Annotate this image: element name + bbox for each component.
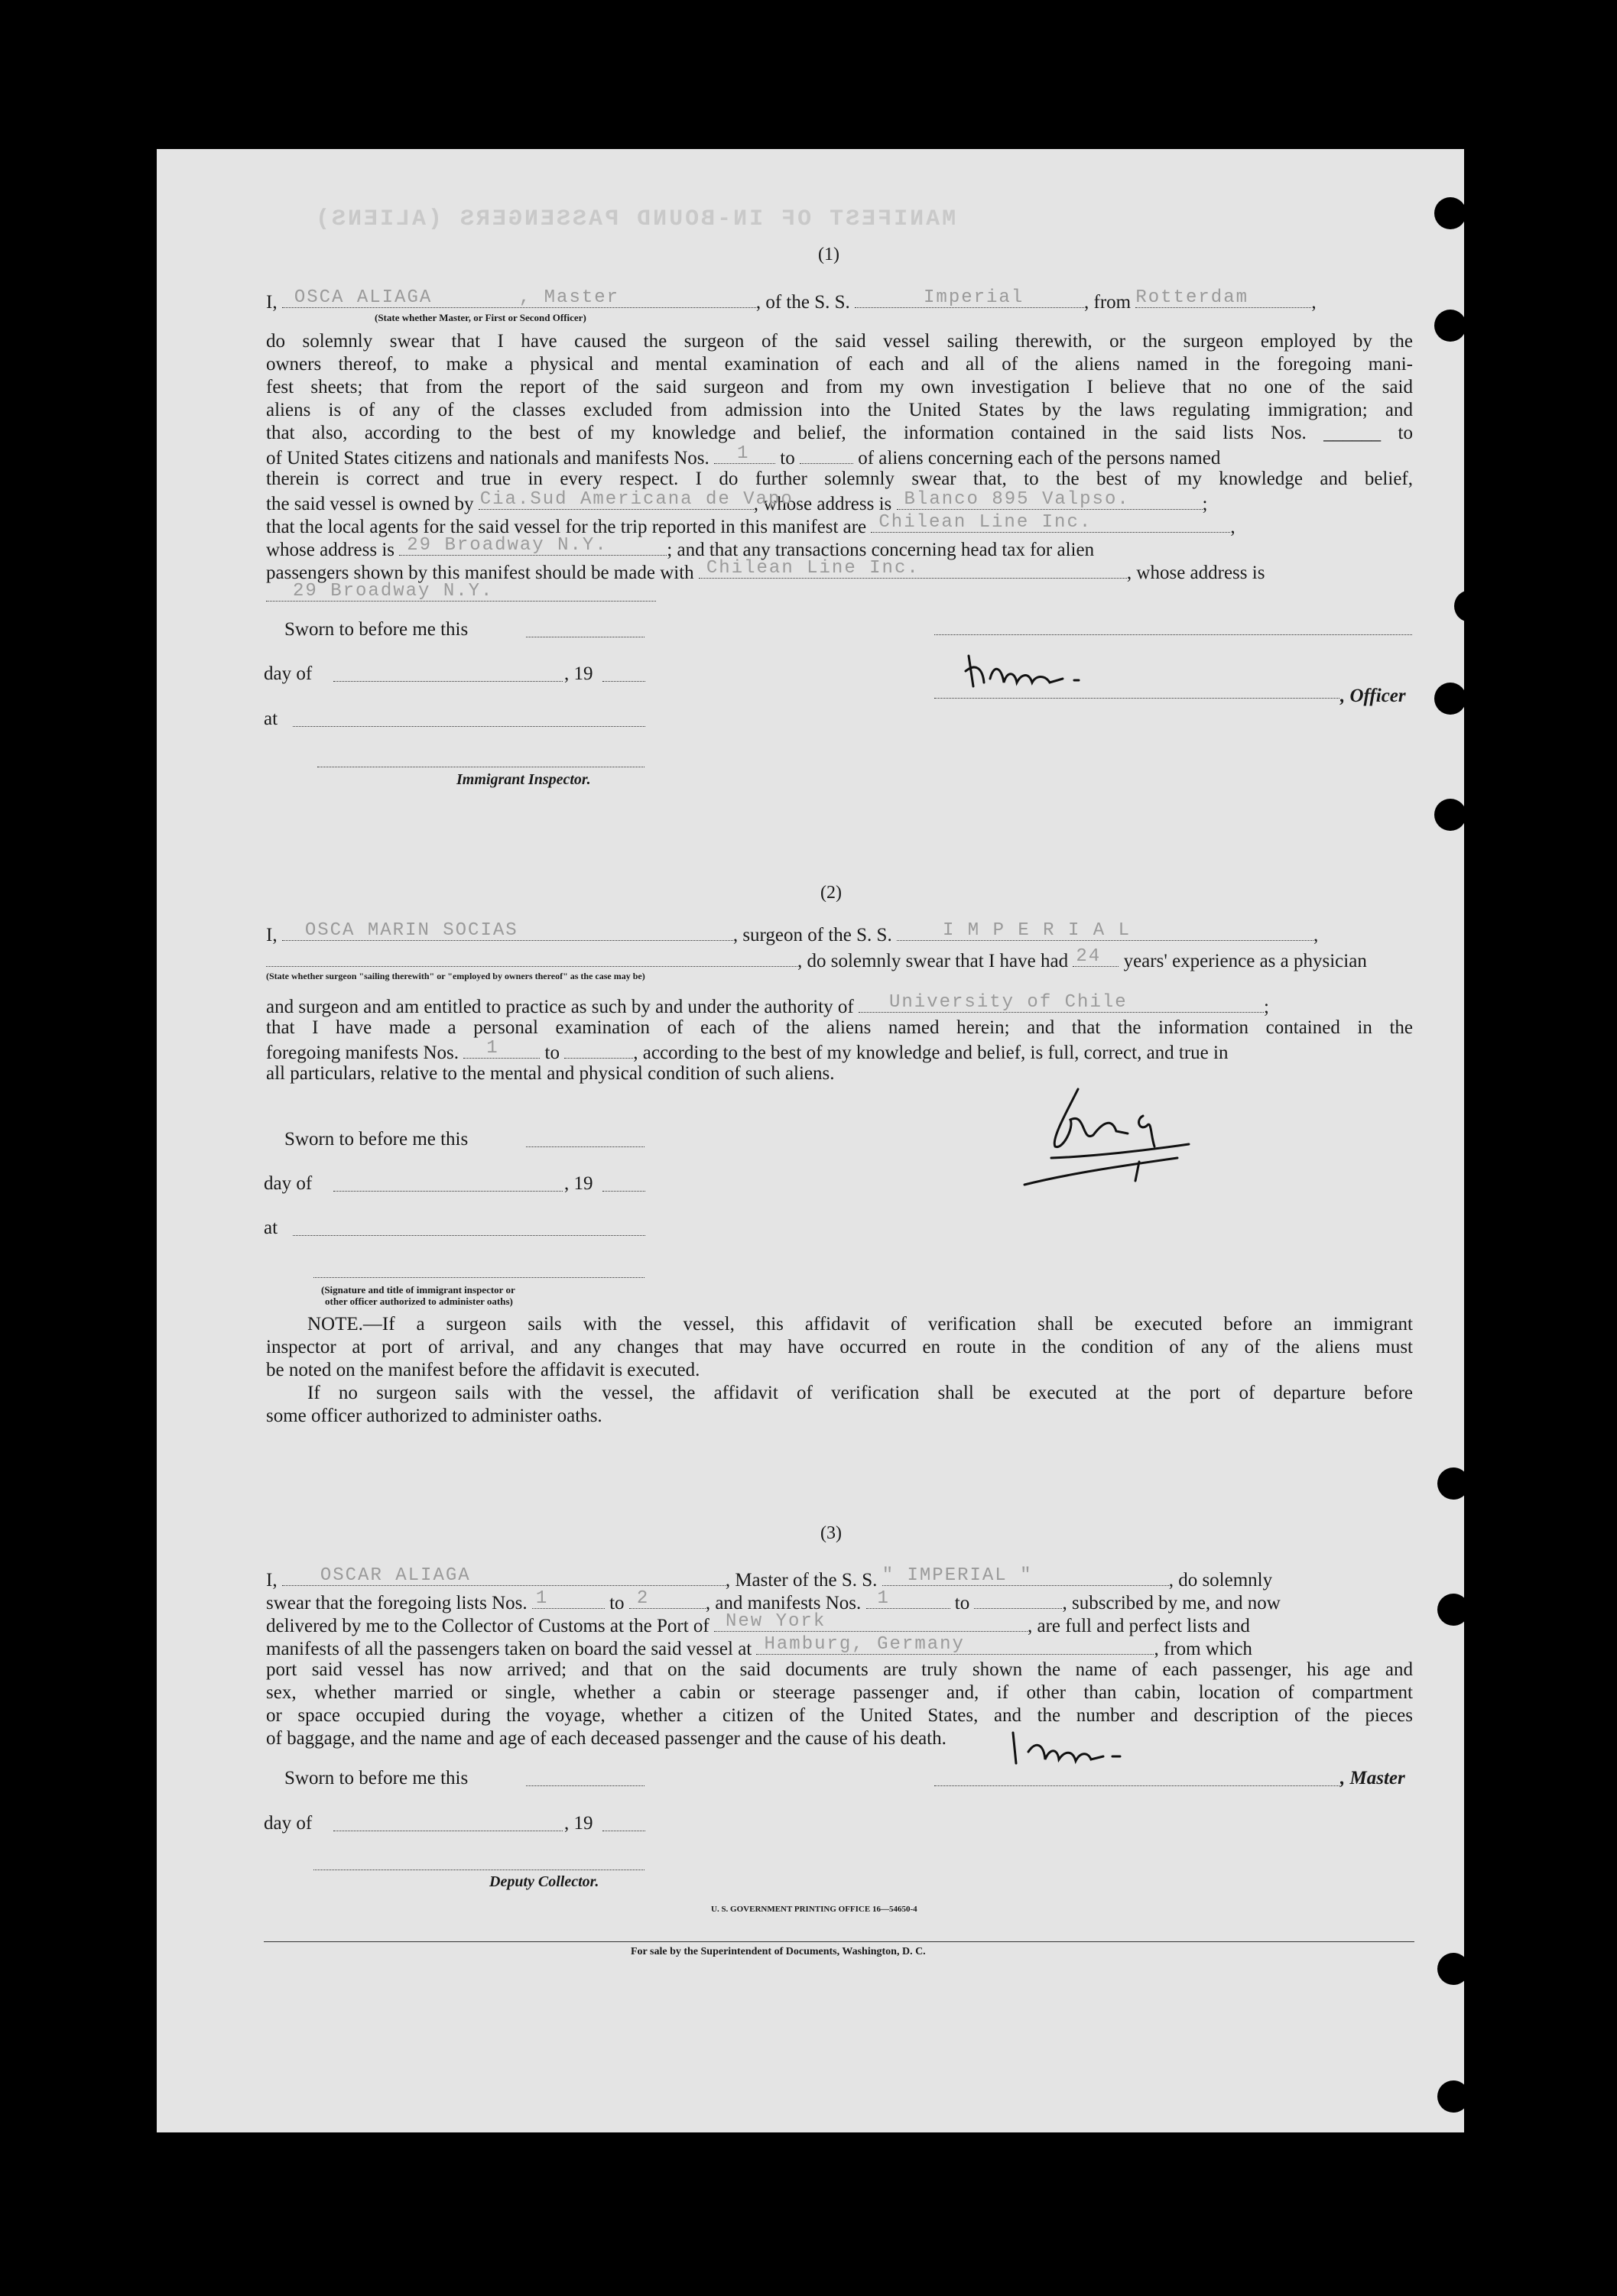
note-line: inspector at port of arrival, and any changes that may have occurred en route in the condition of any of the aliens must [266, 1337, 1413, 1357]
officer-label: , Officer [1340, 686, 1406, 706]
punch-hole [1434, 197, 1466, 229]
section-1-line-1: I, OSCA ALIAGA , Master , of the S. S. Imperial , from Rotterdam , [266, 287, 1317, 313]
body-text: manifests of all the passengers taken on board the said vessel at [266, 1639, 752, 1659]
surgeon-manifest-from-field [463, 1039, 540, 1059]
body-line: fest sheets; that from the report of the said surgeon and from my own investigation I believe that no one of the said [266, 377, 1413, 397]
owner-address-value: Blanco 895 Valpso. [904, 489, 1130, 510]
agents-address-field [399, 537, 667, 556]
punch-hole [1434, 799, 1466, 831]
punch-hole [1437, 2080, 1469, 2113]
master-3-ship-value: " IMPERIAL " [882, 1565, 1033, 1586]
owner-field [479, 489, 794, 510]
body-text: that the local agents for the said vessel for the trip reported in this manifest are [266, 517, 867, 537]
body-text: , whose address is [753, 494, 892, 514]
inspector-label: Immigrant Inspector. [456, 771, 591, 788]
manifest-from-field [714, 445, 775, 464]
body-text: to [954, 1593, 970, 1613]
surgeon-ship-field [897, 922, 1313, 941]
note-text: NOTE.—If a surgeon sails with the vessel, this affidavit of verification shall be executed before an immigrant [307, 1314, 1413, 1334]
agents-value: Chilean Line Inc. [878, 512, 1093, 533]
pronoun-label: I, [266, 925, 278, 945]
section-2-number: (2) [820, 883, 842, 903]
note-line [266, 1313, 1413, 1336]
punch-hole [1434, 310, 1466, 342]
section-2-body: and surgeon and am entitled to practice as such by and under the authority of University of Chile ; that I have made a personal examination of each of the aliens named herein; and that the information contained in the foregoing manifests Nos. 1 to , according to the best of my knowledge and belief, is full, correct, and true in all particulars, relative to the mental and physical condition of such aliens. [266, 992, 1413, 1084]
body-text: to [544, 1043, 560, 1063]
note-line [266, 1382, 1413, 1405]
surgeon-signature [994, 1074, 1284, 1204]
year-line [602, 1191, 645, 1192]
punch-hole [1437, 1467, 1469, 1500]
footer-rule [264, 1941, 1414, 1942]
section-2-line-1: I, OSCA MARIN SOCIAS , surgeon of the S. S. I M P E R I A L , [266, 920, 1319, 945]
section-2-line-2 [266, 948, 1413, 971]
body-line: of baggage, and the name and age of each deceased passenger and the cause of his death. [266, 1728, 946, 1749]
pronoun-label: I, [266, 292, 278, 313]
sworn-label: Sworn to before me this [284, 619, 469, 640]
years-field [1073, 948, 1119, 967]
pronoun-label: I, [266, 1570, 278, 1591]
master-signature [1005, 1721, 1235, 1775]
owner-address-field [897, 491, 1203, 510]
body-line: port said vessel has now arrived; and that on the said documents are truly shown the name of each passenger, his age and [266, 1659, 1413, 1680]
body-line: do solemnly swear that I have caused the surgeon of the said vessel sailing therewith, or the surgeon employed by the [266, 331, 1413, 352]
day-of-label: day of [264, 1173, 313, 1194]
section-3-body [266, 1567, 1413, 1750]
body-text: to [609, 1593, 625, 1613]
surgeon-capacity-note: (State whether surgeon "sailing therewith" or "employed by owners thereof" as the case may be) [266, 971, 645, 981]
master-signature-line [934, 1785, 1339, 1786]
body-line: all particulars, relative to the mental and physical condition of such aliens. [266, 1063, 835, 1084]
taxagent-address-value: 29 Broadway N.Y. [293, 581, 494, 602]
year-label: , 19 [564, 663, 593, 684]
surgeon-name-field [282, 922, 733, 941]
surgeon-manifest-to-field [564, 1039, 633, 1059]
punch-hole [1434, 683, 1466, 715]
surgeon-manifest-from-value: 1 [486, 1038, 499, 1059]
at-line [293, 1235, 645, 1236]
arrival-port-field [714, 1613, 1028, 1632]
gpo-imprint: U. S. GOVERNMENT PRINTING OFFICE 16—54650-4 [711, 1905, 917, 1914]
body-text: , do solemnly swear that I have had [797, 951, 1069, 971]
owner-value: Cia.Sud Americana de Vapo [479, 489, 794, 510]
day-of-line [333, 681, 563, 682]
port-value: Rotterdam [1135, 287, 1248, 308]
list-from-value: 1 [535, 1588, 549, 1609]
sworn-label: Sworn to before me this [284, 1129, 469, 1150]
man-to-field [974, 1590, 1062, 1609]
man-from-field [866, 1590, 950, 1609]
note-line: be noted on the manifest before the affidavit is executed. [266, 1360, 700, 1380]
master-name-field [282, 289, 756, 308]
body-text: , subscribed by me, and now [1062, 1593, 1281, 1613]
surgeon-ship-value: I M P E R I A L [942, 920, 1131, 941]
arrival-port-value: New York [726, 1611, 826, 1632]
year-label: , 19 [564, 1813, 593, 1834]
body-text: , and manifests Nos. [705, 1593, 862, 1613]
body-text: , do solemnly [1168, 1570, 1273, 1591]
manifest-from-value: 1 [737, 443, 750, 464]
sworn-date-line [526, 1146, 645, 1147]
sworn-label: Sworn to before me this [284, 1768, 469, 1788]
authority-field [859, 994, 1264, 1013]
body-text: whose address is [266, 540, 395, 560]
list-from-field [532, 1590, 605, 1609]
body-text: foregoing manifests Nos. [266, 1043, 459, 1063]
body-text: passengers shown by this manifest should be made with [266, 563, 694, 583]
master-name-value: OSCA ALIAGA [294, 287, 433, 308]
rank-value: , Master [518, 287, 620, 308]
surgeon-note [266, 1313, 1413, 1428]
officer-signature [959, 640, 1250, 702]
bleed-through-header: MANIFEST OF IN-BOUND PASSENGERS (ALIENS) [313, 206, 956, 232]
man-from-value: 1 [877, 1588, 890, 1609]
agents-address-value: 29 Broadway N.Y. [407, 535, 608, 556]
body-text: , are full and perfect lists and [1028, 1616, 1250, 1636]
surgeon-of-label: , surgeon of the S. S. [732, 925, 892, 945]
year-line [602, 681, 645, 682]
body-text: the said vessel is owned by [266, 494, 474, 514]
from-label: , from [1084, 292, 1132, 313]
oath-officer-note-1: (Signature and title of immigrant inspector or [321, 1284, 515, 1296]
body-text: , according to the best of my knowledge and belief, is full, correct, and true in [633, 1043, 1229, 1063]
punch-hole [1437, 1953, 1469, 1985]
punch-hole [1437, 1594, 1469, 1626]
ship-field [855, 289, 1084, 308]
body-line: owners thereof, to make a physical and mental examination of each and all of the aliens named in the foregoing mani- [266, 354, 1413, 375]
at-label: at [264, 709, 278, 729]
taxagent-address-field [266, 582, 656, 602]
taxagent-value: Chilean Line Inc. [706, 558, 920, 579]
body-text: years' experience as a physician [1123, 951, 1367, 971]
of-ss-label: , of the S. S. [755, 292, 850, 313]
master-3-name-field [282, 1567, 726, 1586]
list-to-value: 2 [636, 1588, 650, 1609]
surgeon-capacity-field [266, 948, 797, 967]
body-line: that I have made a personal examination of each of the aliens named herein; and that the information contained in the [266, 1017, 1413, 1038]
ship-value: Imperial [924, 287, 1024, 308]
body-text: ; and that any transactions concerning head tax for alien [667, 540, 1095, 560]
rank-note: (State whether Master, or First or Second Officer) [375, 312, 586, 323]
note-line: some officer authorized to administer oaths. [266, 1406, 602, 1426]
body-text: , whose address is [1126, 563, 1265, 583]
agents-field [871, 514, 1230, 533]
manifest-to-field [800, 445, 853, 464]
section-1-number: (1) [818, 245, 839, 264]
body-text: swear that the foregoing lists Nos. [266, 1593, 528, 1613]
body-text: and surgeon and am entitled to practice as such by and under the authority of [266, 997, 854, 1017]
master-label: , Master [1340, 1768, 1405, 1788]
body-line: that also, according to the best of my knowledge and belief, the information contained in the said lists Nos. ______ to [266, 423, 1413, 443]
body-line: aliens is of any of the classes excluded from admission into the United States by the laws regulating immigration; and [266, 400, 1413, 420]
body-line: sex, whether married or single, whether a cabin or steerage passenger and, if other than cabin, location of compartment [266, 1682, 1413, 1703]
at-line [293, 726, 645, 727]
day-of-label: day of [264, 1813, 313, 1834]
surgeon-name-value: OSCA MARIN SOCIAS [304, 920, 518, 941]
punch-hole [1454, 590, 1486, 622]
depart-port-value: Hamburg, Germany [764, 1634, 965, 1655]
day-of-line [333, 1191, 563, 1192]
deputy-collector-label: Deputy Collector. [489, 1873, 599, 1890]
port-field [1135, 289, 1311, 308]
note-text: If no surgeon sails with the vessel, the affidavit of verification shall be executed at the port of departure before [307, 1383, 1413, 1403]
sale-notice: For sale by the Superintendent of Documents, Washington, D. C. [631, 1946, 926, 1957]
oath-officer-note-2: other officer authorized to administer oaths) [325, 1296, 513, 1307]
body-text: delivered by me to the Collector of Customs at the Port of [266, 1616, 709, 1636]
body-text: to [780, 448, 795, 469]
body-text: , Master of the S. S. [725, 1570, 878, 1591]
body-line: therein is correct and true in every respect. I do further solemnly swear that, to the best of my knowledge and belief, [266, 469, 1413, 489]
depart-port-field [756, 1636, 1154, 1655]
body-text: of aliens concerning each of the persons named [858, 448, 1221, 469]
master-3-name-value: OSCAR ALIAGA [320, 1565, 471, 1586]
day-of-label: day of [264, 663, 313, 684]
at-label: at [264, 1218, 278, 1238]
body-text: , from which [1154, 1639, 1252, 1659]
section-1-body: do solemnly swear that I have caused the surgeon of the said vessel sailing therewith, or the surgeon employed by the owners thereof, to make a physical and mental examination of each and all of the aliens named in the foregoing mani- fest sheets; that from the report of the said surgeon and from my own investigation I believe that no one of the said aliens is of any of the classes excluded from admission into the United States by the laws regulating immigration; and that also, according to the best of my knowledge and belief, the information contained in the said lists Nos. ______ to of United States citizens and nationals and manifests Nos. 1 to of aliens concerning each of the persons named therein is correct and true in every respect. I do further solemnly swear that, to the best of my knowledge and belief, the said vessel is owned by Cia.Sud Americana de Vapo , whose address is Blanco 895 Valpso. ; that the local agents for the said vessel for the trip reported in this manifest are Chilean Line Inc. , whose address is 29 Broadway N.Y. ; and that any transactions concerning head tax for alien passengers shown by this manifest should be made with Chilean Line Inc. , whose address is 29 Broadway N.Y. [266, 331, 1413, 602]
officer-signature-line [934, 698, 1339, 699]
oath-officer-signature-line [313, 1277, 645, 1278]
year-label: , 19 [564, 1173, 593, 1194]
body-line: or space occupied during the voyage, whether a citizen of the United States, and the number and description of the pieces [266, 1705, 1413, 1726]
taxagent-field [699, 559, 1127, 579]
master-3-ship-field [882, 1567, 1169, 1586]
list-to-field [629, 1590, 706, 1609]
sworn-date-line [526, 1785, 645, 1786]
officer-top-line [934, 634, 1412, 635]
section-3-number: (3) [820, 1523, 842, 1543]
body-text: of United States citizens and nationals and manifests Nos. [266, 448, 709, 469]
years-value: 24 [1076, 946, 1102, 967]
authority-value: University of Chile [889, 992, 1128, 1013]
